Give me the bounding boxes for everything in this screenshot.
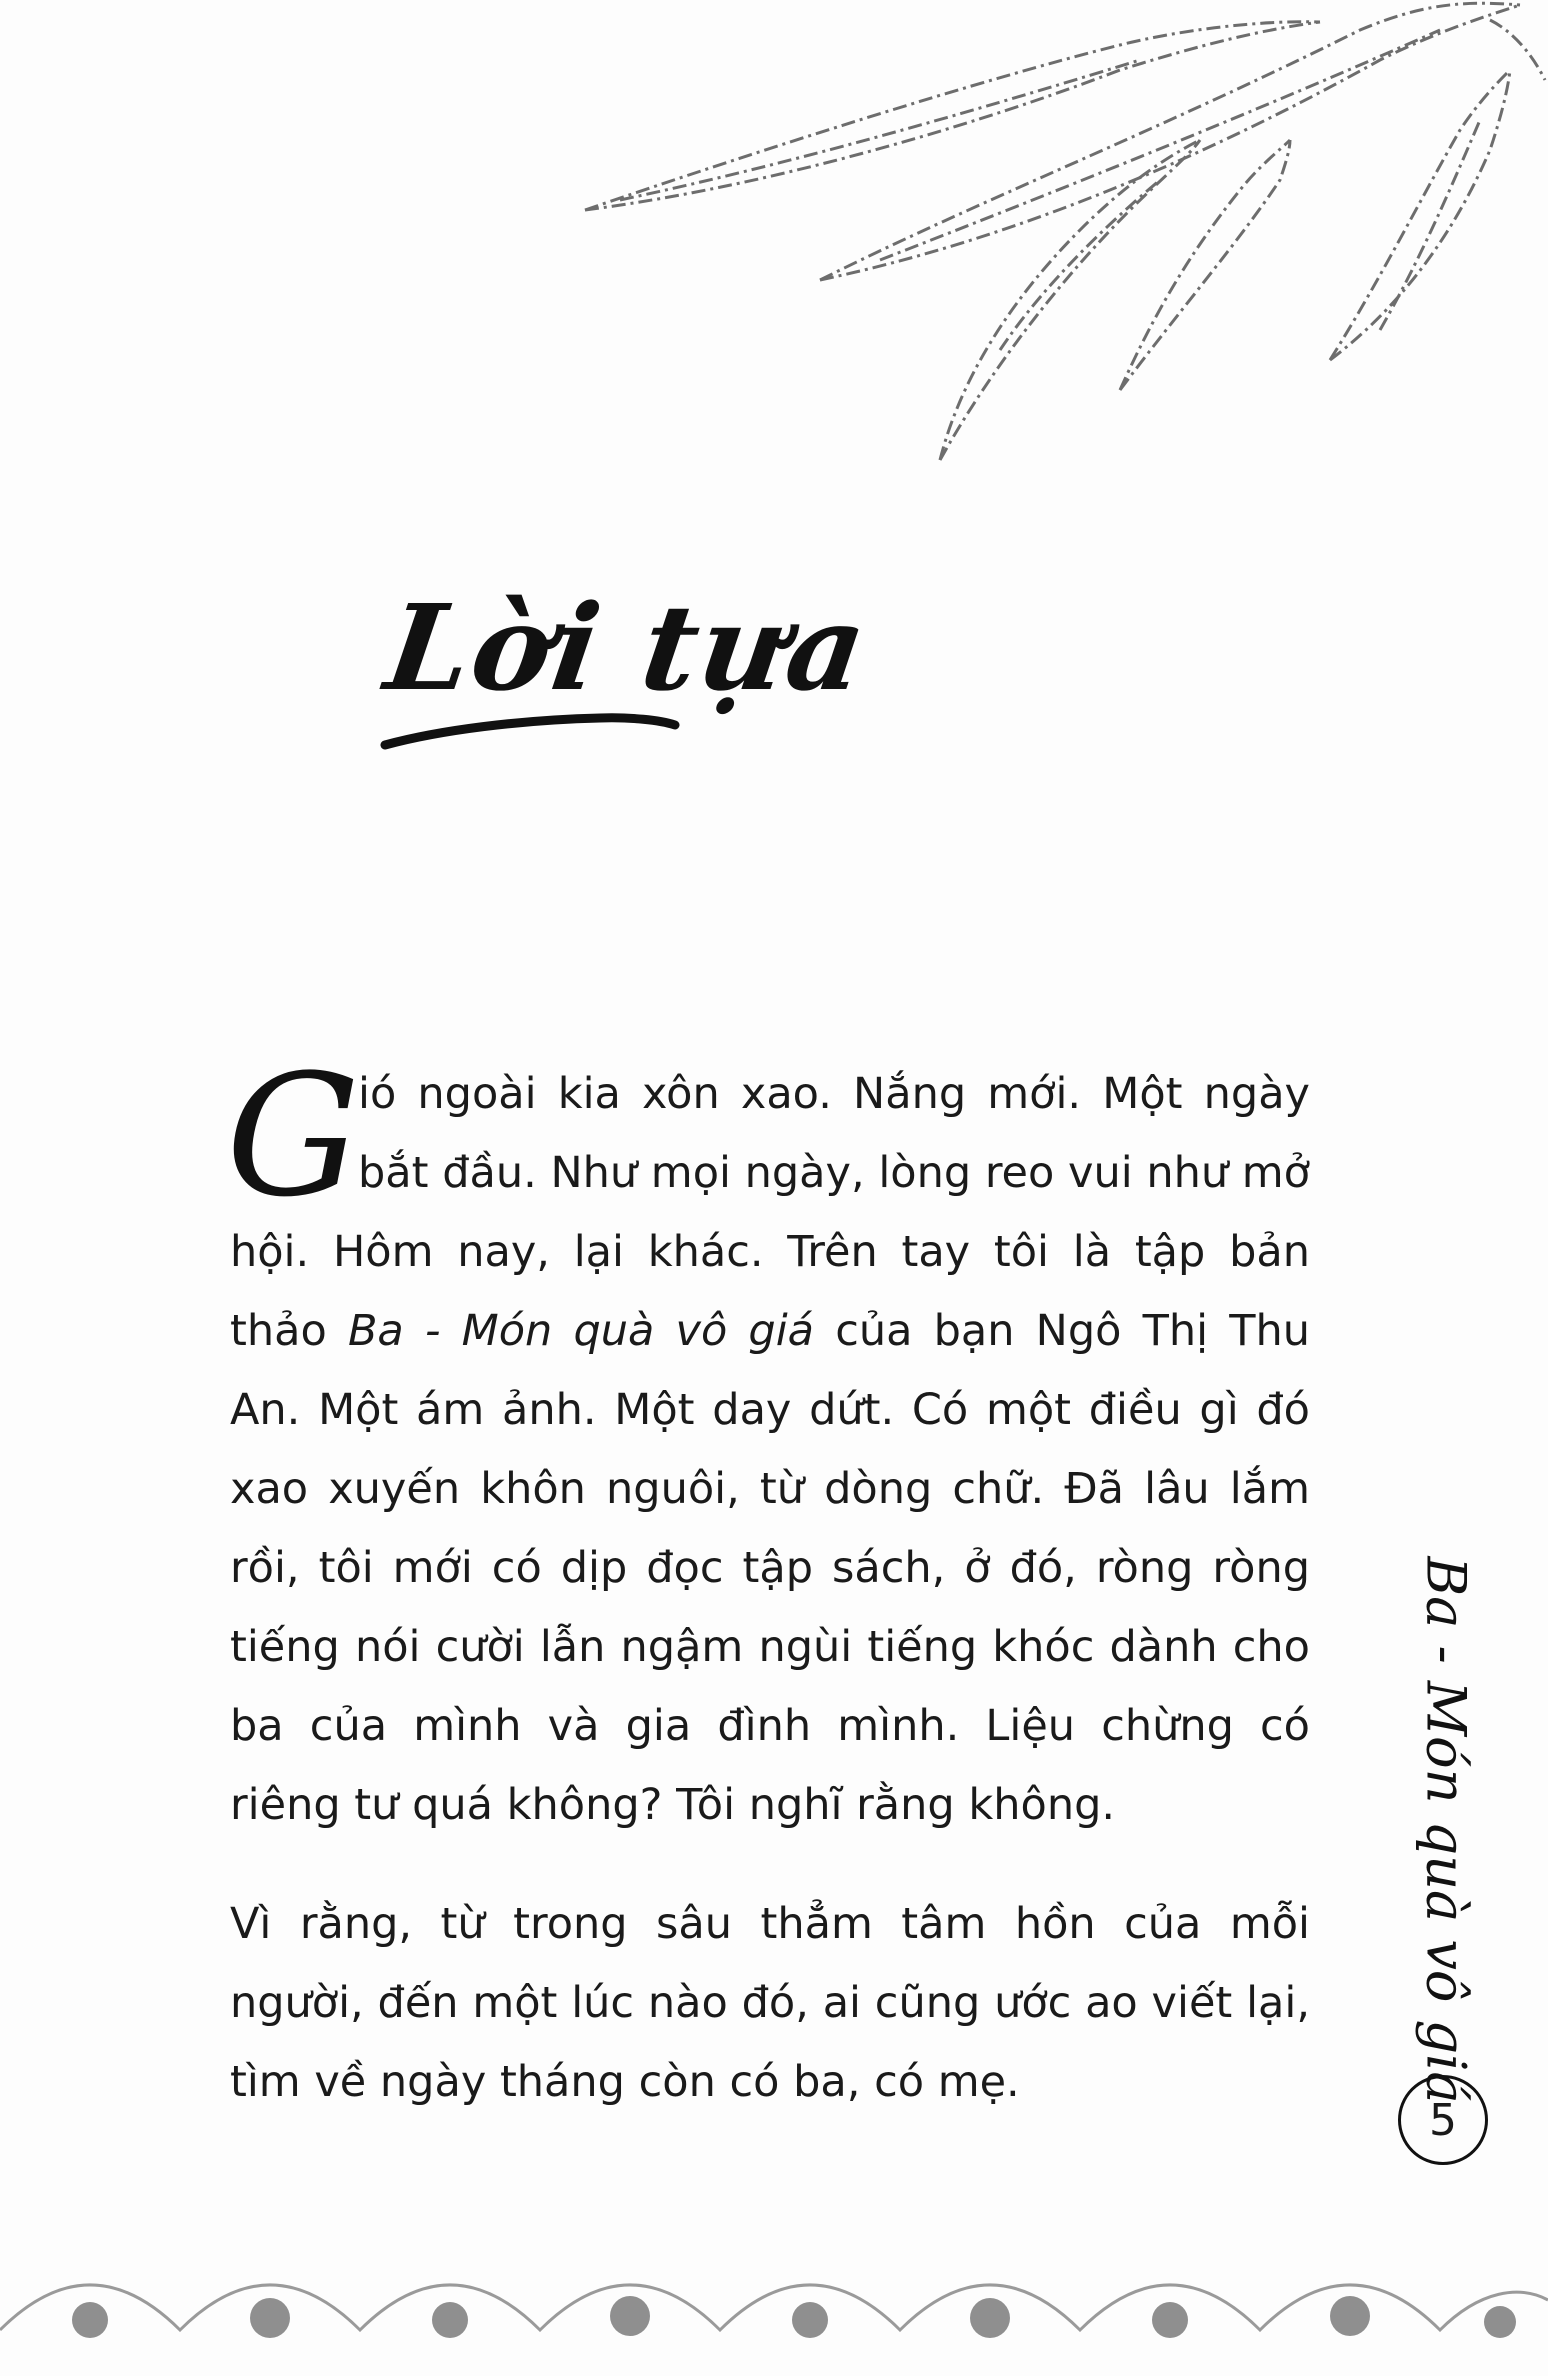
paragraph-1-text-a: ió ngoài kia xôn xao. Nắng mới. Một ngày bắt đầu. Như mọi ngày, lòng reo vui như mở hội. Hôm nay, lại khác. Trên tay tôi là tập bản thảo [230,1069,1310,1356]
drop-cap: G [226,1038,361,1234]
paragraph-2: Vì rằng, từ trong sâu thẳm tâm hồn của mỗi người, đến một lúc nào đó, ai cũng ước ao viết lại, tìm về ngày tháng còn có ba, có mẹ. [230,1899,1310,2107]
preface-body [226,1038,1310,2162]
running-book-title-text: Ba - Món quà vô giá [1414,1556,1478,2104]
paragraph-1 [226,1038,1310,1845]
book-title-emphasis: Ba - Món quà vô giá [347,1306,815,1356]
page-title: Lời tựa [378,578,877,717]
running-book-title [1400,1556,1492,2104]
paragraph-1-text-b: của bạn Ngô Thị Thu An. Một ám ảnh. Một day dứt. Có một điều gì đó xao xuyến khôn nguôi, từ dòng chữ. Đã lâu lắm rồi, tôi mới có dịp đọc tập sách, ở đó, ròng ròng tiếng nói cười lẫn ngậm ngùi tiếng khóc dành cho ba của mình và gia đình mình. Liệu chừng có riêng tư quá không? Tôi nghĩ rằng không. [230,1306,1310,1830]
page-number: 5 [1398,2075,1488,2165]
leaf-branch-illustration [560,0,1548,540]
floral-border [0,2230,1548,2376]
title-underline-swash [380,690,680,770]
